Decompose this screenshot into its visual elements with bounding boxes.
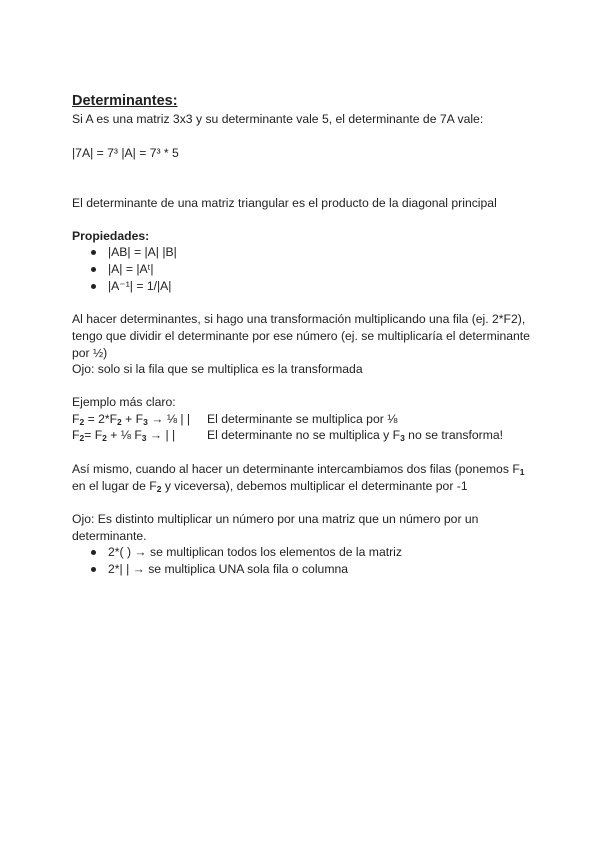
intro-question: Si A es una matriz 3x3 y su determinante vale 5, el determinante de 7A vale: [72,112,484,126]
swap-text: y viceversa), debemos multiplicar el determinante por -1 [161,479,468,493]
example-row-1-result [207,411,397,428]
swap-line-2 [72,478,468,495]
swap-subscript: 2 [156,484,162,494]
swap-line-1 [72,461,525,478]
property-item: |A⁻¹| = 1/|A| [108,279,172,293]
intro-answer: |7A| = 7³ |A| = 7³ * 5 [72,146,179,160]
equation-part: + F [121,412,144,426]
scalar-item: 2*( ) → se multiplican todos los elementos de la matriz [108,545,402,559]
equation-part: → | | [146,428,176,442]
page-title: Determinantes: [72,93,178,109]
result-text: El determinante no se multiplica y F [207,428,401,442]
result-subscript: 3 [400,433,405,443]
transform-line: Al hacer determinantes, si hago una transformación multiplicando una fila (ej. 2*F2), [72,312,526,326]
result-text: no se transforma! [404,428,504,442]
equation-part: = 2*F [84,412,118,426]
equation-part: F [72,428,80,442]
swap-subscript: 1 [519,467,525,477]
property-item: |A| = |Aᵗ| [108,262,154,276]
scalar-item: 2*| | → se multiplica UNA sola fila o columna [108,562,349,576]
equation-part: F [72,412,80,426]
scalar-line: Ojo: Es distinto multiplicar un número por una matriz que un número por un [72,512,479,526]
equation-subscript: 2 [102,433,107,443]
bullet-dot [91,284,96,289]
example-title: Ejemplo más claro: [72,395,176,409]
example-row-1-equation [72,411,190,428]
equation-part: → ⅛ | | [147,412,191,426]
equation-subscript: 2 [117,417,122,427]
transform-line: por ½) [72,346,108,360]
properties-title: Propiedades: [72,229,150,243]
equation-subscript: 2 [79,433,85,443]
triangular-rule: El determinante de una matriz triangular es el producto de la diagonal principal [72,196,497,210]
equation-part: + ⅛ F [106,428,142,442]
bullet-dot [91,550,96,555]
swap-text: en el lugar de F [72,479,157,493]
scalar-line: determinante. [72,529,147,543]
bullet-dot [91,250,96,255]
example-row-2-equation [72,427,175,444]
equation-subscript: 3 [143,417,148,427]
equation-subscript: 3 [141,433,147,443]
example-row-2-result [207,427,503,444]
equation-part: = F [84,428,103,442]
bullet-dot [91,267,96,272]
equation-subscript: 2 [79,417,85,427]
property-item: |AB| = |A| |B| [108,245,177,259]
swap-text: Así mismo, cuando al hacer un determinante intercambiamos dos filas (ponemos F [72,462,520,476]
transform-note: Ojo: solo si la fila que se multiplica es la transformada [72,362,363,376]
transform-line: tengo que dividir el determinante por ese número (ej. se multiplicaría el determinante [72,329,530,343]
bullet-dot [91,567,96,572]
result-text: El determinante se multiplica por ⅛ [207,412,398,426]
